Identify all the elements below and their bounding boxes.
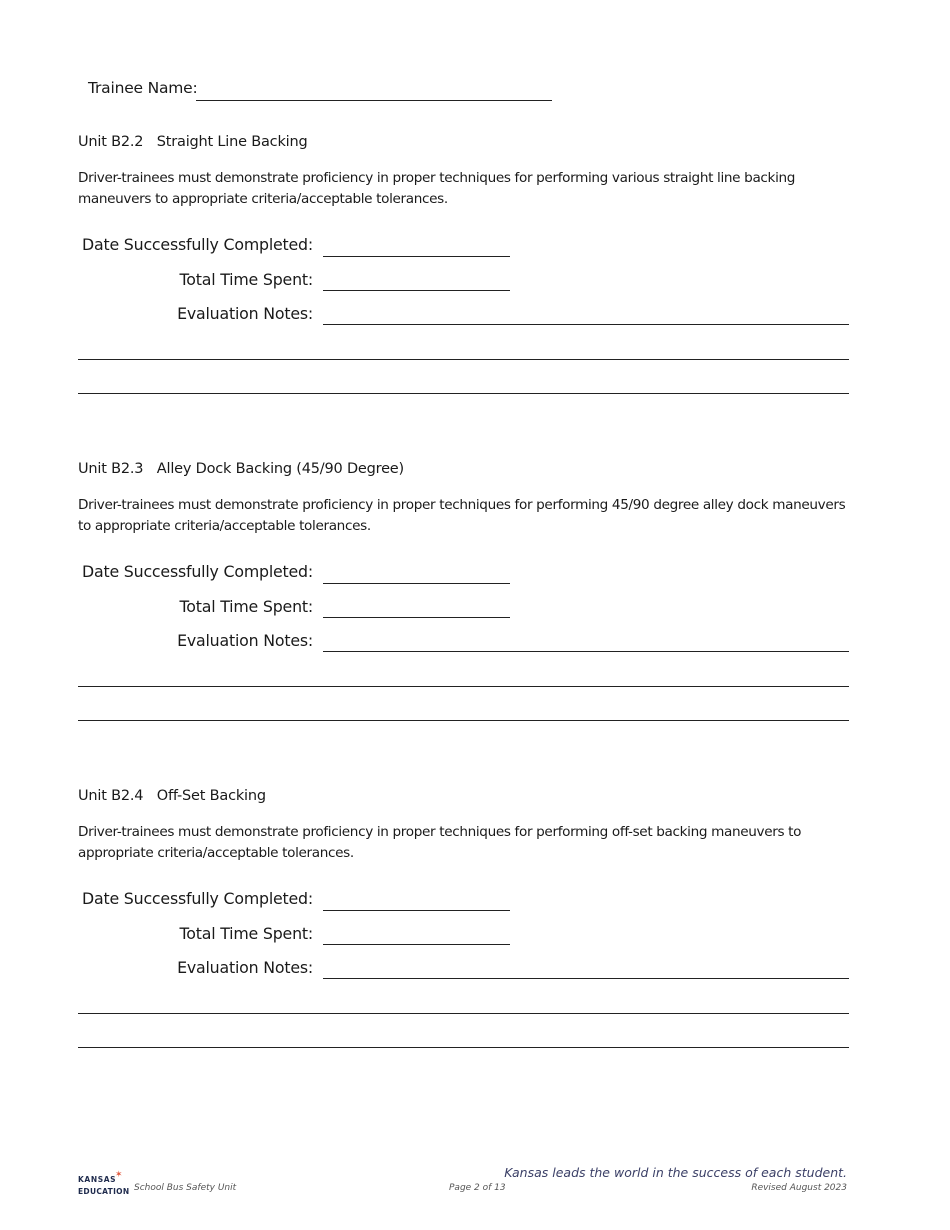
notes-line-3[interactable] [78,720,849,721]
unit-title: Alley Dock Backing (45/90 Degree) [156,461,404,477]
footer-tagline: Kansas leads the world in the success of each student. [504,1165,847,1180]
unit-heading [78,134,307,150]
trainee-name-field [88,79,558,103]
trainee-name-label: Trainee Name: [88,79,198,97]
date-completed-line[interactable] [323,583,510,584]
kansas-education-logo [78,1170,130,1200]
unit-b2-2-section [78,134,850,434]
evaluation-notes-label: Evaluation Notes: [177,958,313,977]
time-spent-line[interactable] [323,290,510,291]
notes-line-2[interactable] [78,1013,849,1014]
notes-line-2[interactable] [78,686,849,687]
date-completed-line[interactable] [323,256,510,257]
notes-line-3[interactable] [78,393,849,394]
unit-b2-4-section [78,788,850,1088]
logo-text-top: KANSAS [78,1175,117,1184]
date-completed-label: Date Successfully Completed: [82,235,313,254]
evaluation-notes-line[interactable] [323,324,849,325]
time-spent-label: Total Time Spent: [179,597,313,616]
date-completed-line[interactable] [323,910,510,911]
unit-heading [78,788,266,804]
unit-description: Driver-trainees must demonstrate proficiency in proper techniques for performing off-set backing maneuvers to appropriate criteria/acceptable tolerances. [78,824,802,861]
footer-revised-date: Revised August 2023 [751,1183,847,1193]
footer-unit-name: School Bus Safety Unit [134,1183,237,1193]
evaluation-notes-label: Evaluation Notes: [177,631,313,650]
time-spent-line[interactable] [323,944,510,945]
time-spent-label: Total Time Spent: [179,270,313,289]
unit-code: Unit B2.2 [78,134,144,150]
footer-page-number: Page 2 of 13 [449,1183,506,1193]
unit-title: Off-Set Backing [156,788,266,804]
unit-title: Straight Line Backing [156,134,308,150]
notes-line-2[interactable] [78,359,849,360]
evaluation-notes-label: Evaluation Notes: [177,304,313,323]
logo-text-bottom: EDUCATION [78,1187,130,1196]
unit-b2-3-section [78,461,850,761]
notes-line-3[interactable] [78,1047,849,1048]
evaluation-notes-line[interactable] [323,651,849,652]
trainee-name-line[interactable] [196,100,552,101]
unit-heading [78,461,404,477]
unit-description: Driver-trainees must demonstrate proficiency in proper techniques for performing various straight line backing maneuvers to appropriate criteria/acceptable tolerances. [78,170,796,207]
date-completed-label: Date Successfully Completed: [82,562,313,581]
unit-code: Unit B2.3 [78,461,144,477]
unit-description: Driver-trainees must demonstrate proficiency in proper techniques for performing 45/90 degree alley dock maneuvers to appropriate criteria/acceptable tolerances. [78,497,846,534]
date-completed-label: Date Successfully Completed: [82,889,313,908]
time-spent-line[interactable] [323,617,510,618]
unit-code: Unit B2.4 [78,788,144,804]
evaluation-notes-line[interactable] [323,978,849,979]
star-icon: ✶ [115,1170,123,1180]
time-spent-label: Total Time Spent: [179,924,313,943]
